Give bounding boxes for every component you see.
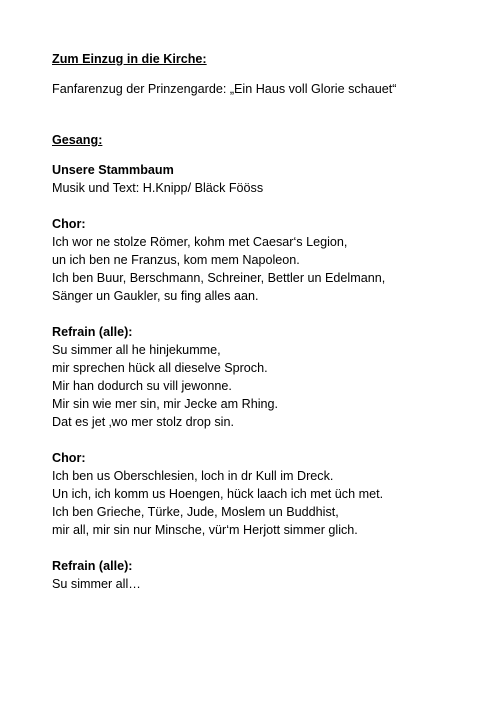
entry-heading: Zum Einzug in die Kirche: <box>52 52 207 66</box>
song-heading: Gesang: <box>52 133 103 147</box>
refrain2-label: Refrain (alle): <box>52 559 133 573</box>
refrain1-line: Mir sin wie mer sin, mir Jecke am Rhing. <box>52 397 279 411</box>
verse1-line: Sänger un Gaukler, su fing alles aan. <box>52 289 259 303</box>
document-page <box>52 50 492 593</box>
verse2-label: Chor: <box>52 451 86 465</box>
refrain1-label: Refrain (alle): <box>52 325 133 339</box>
verse1-line: Ich ben Buur, Berschmann, Schreiner, Bettler un Edelmann, <box>52 271 386 285</box>
refrain1-line: Mir han dodurch su vill jewonne. <box>52 379 232 393</box>
verse1-line: Ich wor ne stolze Römer, kohm met Caesar‘s Legion, <box>52 235 348 249</box>
entry-text: Fanfarenzug der Prinzengarde: „Ein Haus voll Glorie schauet“ <box>52 82 397 96</box>
verse2-line: Ich ben us Oberschlesien, loch in dr Kull im Dreck. <box>52 469 334 483</box>
verse2-line: Un ich, ich komm us Hoengen, hück laach ich met üch met. <box>52 487 384 501</box>
verse1-line: un ich ben ne Franzus, kom mem Napoleon. <box>52 253 300 267</box>
refrain2-line: Su simmer all… <box>52 577 141 591</box>
refrain1-line: Su simmer all he hinjekumme, <box>52 343 221 357</box>
verse2-line: mir all, mir sin nur Minsche, vür‘m Herjott simmer glich. <box>52 523 358 537</box>
song-title: Unsere Stammbaum <box>52 163 174 177</box>
verse1-label: Chor: <box>52 217 86 231</box>
song-credits: Musik und Text: H.Knipp/ Bläck Fööss <box>52 181 264 195</box>
refrain1-line: Dat es jet ‚wo mer stolz drop sin. <box>52 415 234 429</box>
refrain1-line: mir sprechen hück all dieselve Sproch. <box>52 361 268 375</box>
verse2-line: Ich ben Grieche, Türke, Jude, Moslem un Buddhist, <box>52 505 339 519</box>
